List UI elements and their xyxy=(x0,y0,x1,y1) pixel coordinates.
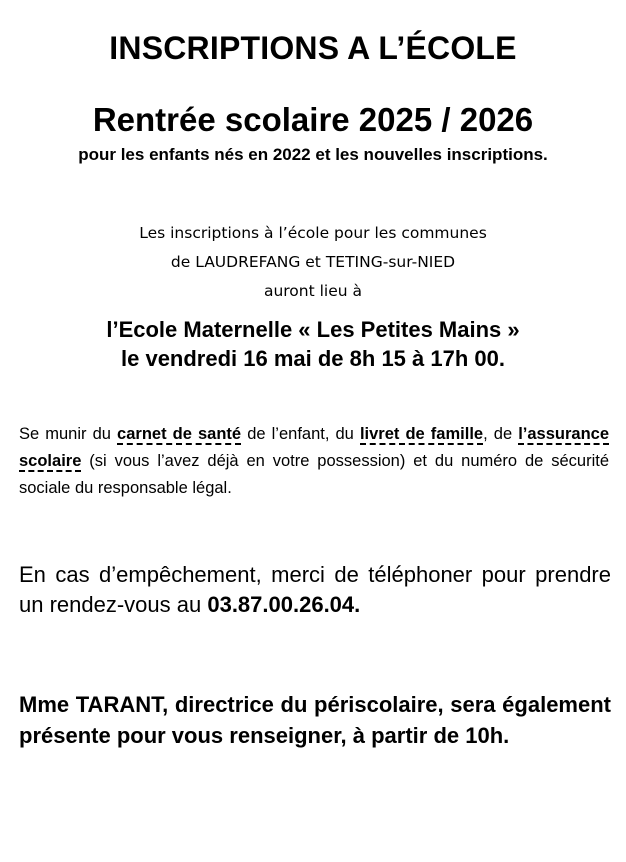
intro-line-1: Les inscriptions à l’école pour les communes xyxy=(139,224,487,242)
documents-text-2: de l’enfant, du xyxy=(241,425,360,443)
document-school-insurance: l’assurance scolaire xyxy=(19,425,610,470)
appointment-date: le vendredi 16 mai de 8h 15 à 17h 00. xyxy=(121,346,505,371)
location-and-date xyxy=(0,315,626,373)
phone-number: 03.87.00.26.04. xyxy=(207,592,361,617)
document-health-record: carnet de santé xyxy=(117,425,242,443)
document-family-book: livret de famille xyxy=(359,425,484,443)
documents-text-1: Se munir du xyxy=(19,425,118,443)
contact-paragraph xyxy=(19,560,611,620)
page-title: INSCRIPTIONS A L’ÉCOLE xyxy=(109,30,517,66)
director-paragraph: Mme TARANT, directrice du périscolaire, sera également présente pour vous renseigner, à partir de 10h. xyxy=(19,692,611,748)
intro-paragraph xyxy=(0,219,626,306)
eligibility-note: pour les enfants nés en 2022 et les nouvelles inscriptions. xyxy=(78,145,548,164)
required-documents-paragraph xyxy=(19,421,609,502)
documents-text-4: (si vous l’avez déjà en votre possession) et du numéro de sécurité sociale du responsable légal. xyxy=(19,452,609,497)
school-year-heading: Rentrée scolaire 2025 / 2026 xyxy=(92,101,534,138)
school-name: l’Ecole Maternelle « Les Petites Mains » xyxy=(106,317,520,342)
documents-text-3: , de xyxy=(483,425,519,443)
contact-text: En cas d’empêchement, merci de téléphoner pour prendre un rendez-vous au xyxy=(19,562,611,617)
intro-line-3: auront lieu à xyxy=(263,282,363,300)
intro-line-2: de LAUDREFANG et TETING-sur-NIED xyxy=(170,253,456,271)
